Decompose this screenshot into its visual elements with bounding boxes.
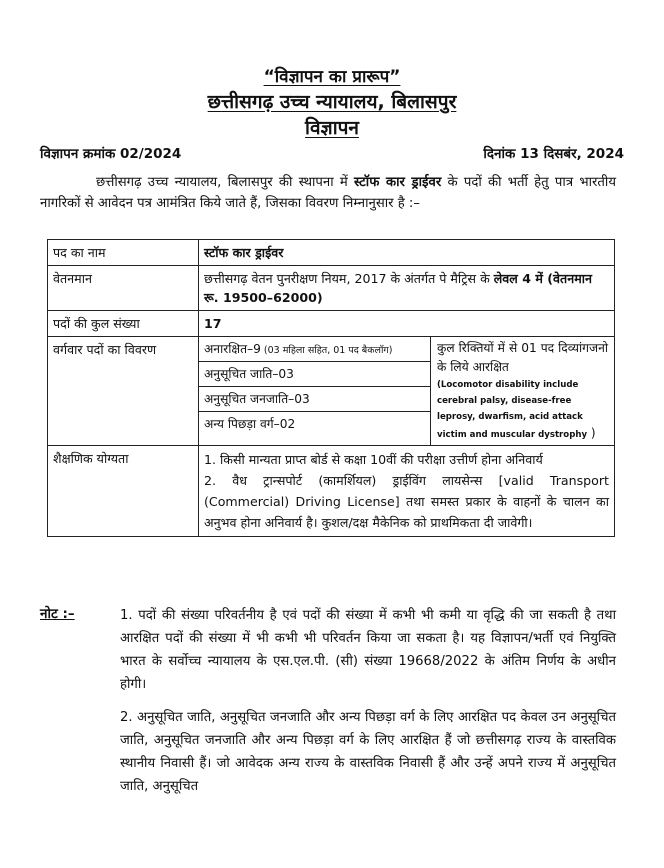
qualification-1: 1. किसी मान्यता प्राप्त बोर्ड से कक्षा 10वीं की परीक्षा उत्तीर्ण होना अनिवार्य bbox=[204, 452, 543, 467]
intro-text-1: छत्तीसगढ़ उच्च न्यायालय, बिलासपुर की स्थापना में bbox=[96, 175, 354, 190]
qualification-label: शैक्षणिक योग्यता bbox=[48, 446, 199, 537]
table-row bbox=[48, 446, 615, 537]
category-label: वर्गवार पदों का विवरण bbox=[48, 337, 199, 446]
list-item bbox=[199, 337, 430, 362]
details-table bbox=[47, 239, 615, 537]
intro-paragraph bbox=[40, 172, 616, 214]
post-name-label: पद का नाम bbox=[48, 240, 199, 266]
format-title: “विज्ञापन का प्रारूप” bbox=[263, 67, 401, 87]
table-row bbox=[48, 240, 615, 266]
disability-detail bbox=[437, 377, 608, 443]
note-label: नोट :– bbox=[40, 606, 75, 622]
category-text: अन्य पिछड़ा वर्ग–02 bbox=[204, 417, 296, 431]
list-item bbox=[199, 412, 430, 436]
post-name-value: स्टॉफ कार ड्राईवर bbox=[199, 240, 615, 266]
category-text: अनुसूचित जाति–03 bbox=[204, 367, 294, 381]
pay-value-text: छत्तीसगढ़ वेतन पुनरीक्षण नियम, 2017 के अंतर्गत पे मैट्रिस के bbox=[204, 271, 494, 286]
list-item bbox=[199, 387, 430, 412]
pay-value bbox=[199, 266, 615, 311]
table-row bbox=[48, 337, 615, 446]
category-details bbox=[199, 337, 615, 446]
qualification-2: 2. वैध ट्रान्सपोर्ट (कामर्शियल) ड्राईविंग लायसेन्स [valid Transport (Commercial) Driving License] तथा समस्त प्रकार के वाहनों के चालन का अनुभव होना अनिवार्य है। कुशल/दक्ष मैकेनिक को प्राथमिकता दी जावेगी। bbox=[204, 473, 609, 530]
advertisement-date: दिनांक 13 दिसबंर, 2024 bbox=[483, 146, 624, 162]
category-note: (03 महिला सहित, 01 पद बैकलॉग) bbox=[260, 345, 393, 356]
disability-text: कुल रिक्तियों में से 01 पद दिव्यांगजनो के लिये आरक्षित bbox=[437, 341, 608, 374]
court-title: छत्तीसगढ़ उच्च न्यायालय, बिलासपुर bbox=[207, 91, 457, 113]
total-posts-value: 17 bbox=[199, 311, 615, 337]
total-posts-label: पदों की कुल संख्या bbox=[48, 311, 199, 337]
category-list bbox=[199, 337, 431, 445]
note-2: 2. अनुसूचित जाति, अनुसूचित जनजाति और अन्य पिछड़ा वर्ग के लिए आरक्षित पद केवल उन अनुसूचित जाति, अनुसूचित जनजाति और अन्य पिछड़ा वर्ग के लिए आरक्षित हैं जो छत्तीसगढ़ राज्य के वास्तविक स्थानीय निवासी हैं। जो आवेदक अन्य राज्य के वास्तविक निवासी हैं और उन्हें अपने राज्य में अनुसूचित जाति, अनुसूचित bbox=[120, 710, 616, 794]
advertisement-heading: विज्ञापन bbox=[305, 117, 359, 139]
category-text: अनुसूचित जनजाति–03 bbox=[204, 392, 310, 406]
list-item bbox=[199, 362, 430, 387]
note-1: 1. पदों की संख्या परिवर्तनीय है एवं पदों की संख्या में कभी भी कमी या वृद्धि की जा सकती है तथा आरक्षित पदों की संख्या में भी कभी भी परिवर्तन किया जा सकता है। यह विज्ञापन/भर्ती एवं नियुक्ति भारत के सर्वोच्च न्यायालय के एस.एल.पी. (सी) संख्या 19668/2022 के अंतिम निर्णय के अधीन होगी। bbox=[120, 608, 616, 692]
disability-reservation bbox=[431, 337, 614, 445]
disability-detail-text: (Locomotor disability include cerebral palsy, disease-free leprosy, dwarfism, acid attack victim and muscular dystrophy bbox=[437, 380, 588, 440]
intro-text-2: के पदों की भर्ती हेतु पात्र भारतीय नागरिकों से आवेदन पत्र आमंत्रित किये जाते हैं, जिसका विवरण निम्नानुसार है :– bbox=[40, 175, 617, 211]
table-row bbox=[48, 266, 615, 311]
category-text: अनारक्षित–9 bbox=[204, 342, 261, 356]
pay-level: लेवल 4 में (वेतनमान रू. 19500–62000) bbox=[204, 271, 592, 305]
reference-line bbox=[40, 144, 624, 162]
intro-post-name: स्टॉफ कार ड्राईवर bbox=[354, 175, 442, 190]
qualification-value bbox=[199, 446, 615, 537]
table-row bbox=[48, 311, 615, 337]
advertisement-number: विज्ञापन क्रमांक 02/2024 bbox=[40, 146, 182, 162]
pay-label: वेतनमान bbox=[48, 266, 199, 311]
disability-close: ) bbox=[587, 426, 596, 440]
